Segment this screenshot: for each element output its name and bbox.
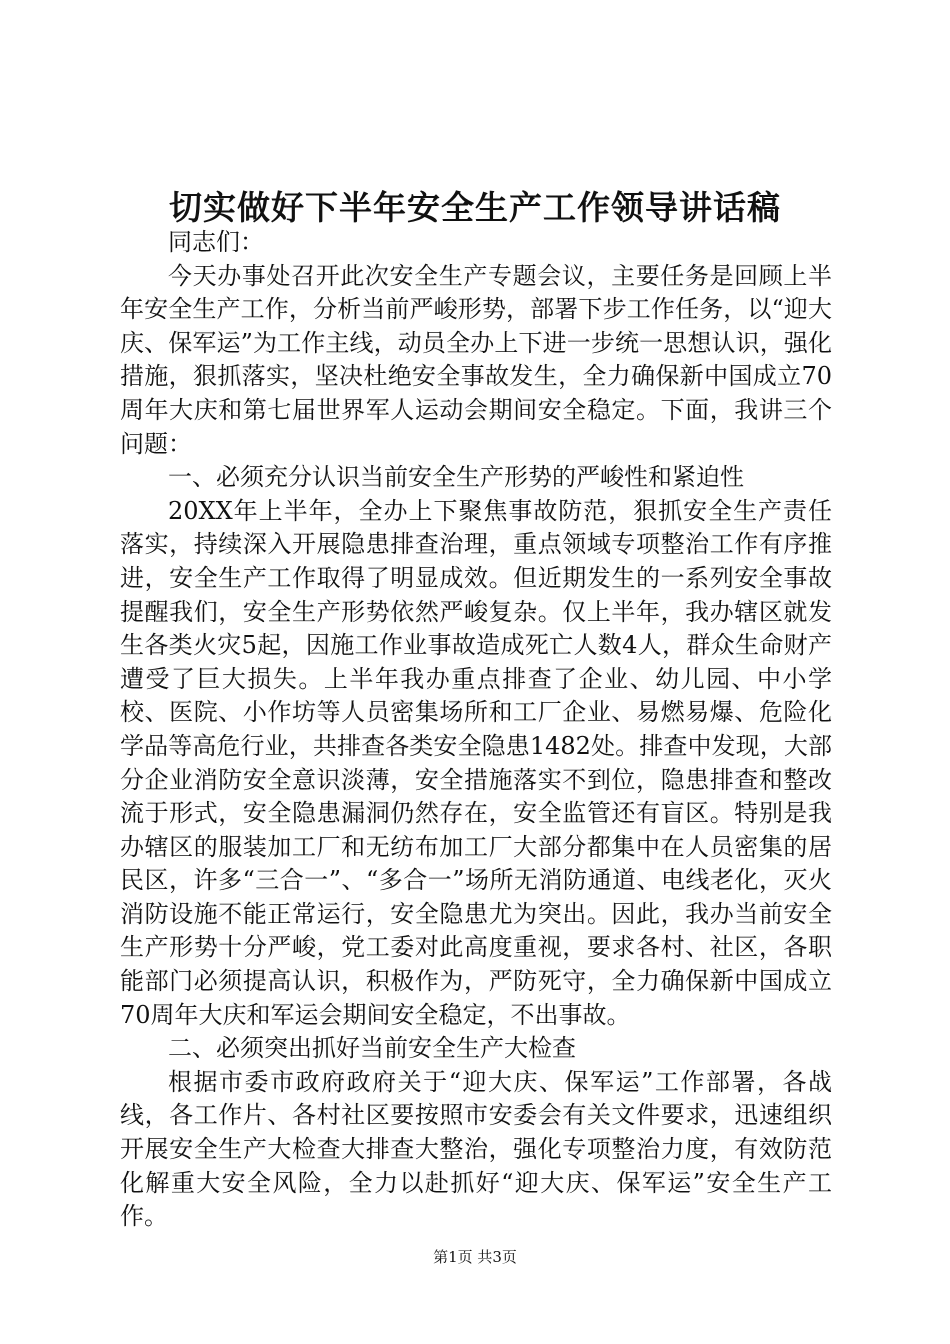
body-paragraph: 根据市委市政府政府关于“迎大庆、保军运”工作部署，各战线，各工作片、各村社区要按照市安委会有关文件要求，迅速组织开展安全生产大检查大排查大整治，强化专项整治力度，有效防范化解重大安全风险，全力以赴抓好“迎大庆、保军运”安全生产工作。 <box>120 1067 832 1231</box>
intro-paragraph: 今天办事处召开此次安全生产专题会议，主要任务是回顾上半年安全生产工作，分析当前严峻形势，部署下步工作任务，以“迎大庆、保军运”为工作主线，动员全办上下进一步统一思想认识，强化措施，狠抓落实，坚决杜绝安全事故发生，全力确保新中国成立70周年大庆和第七届世界军人运动会期间安全稳定。下面，我讲三个问题： <box>120 261 832 458</box>
section-heading-2: 二、必须突出抓好当前安全生产大检查 <box>168 1034 576 1063</box>
document-body <box>120 226 832 1234</box>
salutation-paragraph: 同志们： <box>168 228 264 256</box>
document-title: 切实做好下半年安全生产工作领导讲话稿 <box>169 188 781 227</box>
page-number-footer: 第1页 共3页 <box>433 1248 517 1266</box>
section-heading-1: 一、必须充分认识当前安全生产形势的严峻性和紧迫性 <box>168 463 744 492</box>
body-paragraph: 20XX年上半年，全办上下聚焦事故防范，狠抓安全生产责任落实，持续深入开展隐患排查治理，重点领域专项整治工作有序推进，安全生产工作取得了明显成效。但近期发生的一系列安全事故提醒我们，安全生产形势依然严峻复杂。仅上半年，我办辖区就发生各类火灾5起，因施工作业事故造成死亡人数4人，群众生命财产遭受了巨大损失。上半年我办重点排查了企业、幼儿园、中小学校、医院、小作坊等人员密集场所和工厂企业、易燃易爆、危险化学品等高危行业，共排查各类安全隐患1482处。排查中发现，大部分企业消防安全意识淡薄，安全措施落实不到位，隐患排查和整改流于形式，安全隐患漏洞仍然存在，安全监管还有盲区。特别是我办辖区的服装加工厂和无纺布加工厂大部分都集中在人员密集的居民区，许多“三合一”、“多合一”场所无消防通道、电线老化，灭火消防设施不能正常运行，安全隐患尤为突出。因此，我办当前安全生产形势十分严峻，党工委对此高度重视，要求各村、社区，各职能部门必须提高认识，积极作为，严防死守，全力确保新中国成立70周年大庆和军运会期间安全稳定，不出事故。 <box>120 496 832 1029</box>
